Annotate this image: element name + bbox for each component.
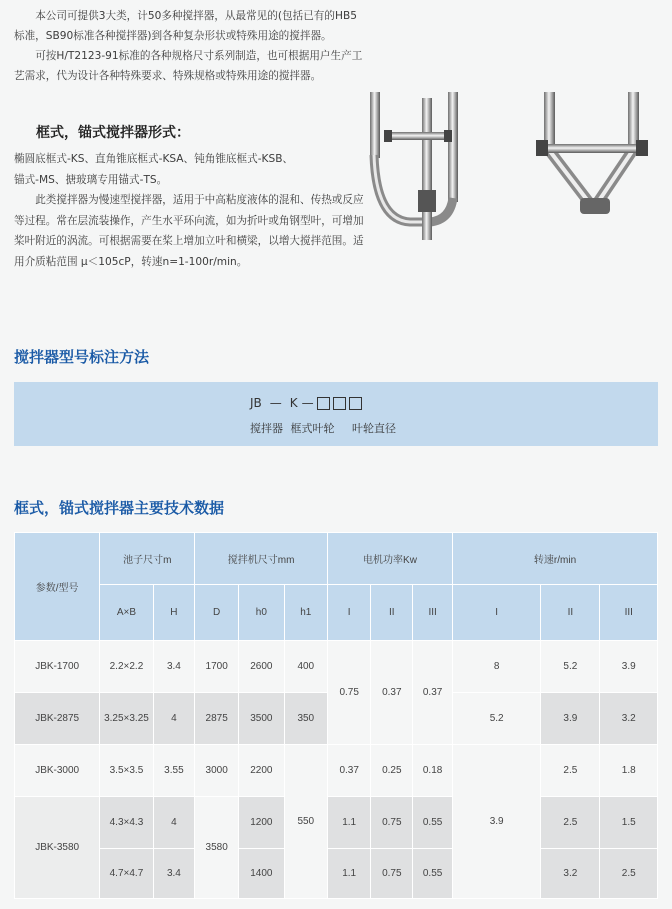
table-cell: 3500 xyxy=(239,693,285,745)
intro-text xyxy=(14,6,366,86)
sub-header: h0 xyxy=(239,585,285,641)
table-cell: 3580 xyxy=(195,797,239,899)
table-cell: 4 xyxy=(153,797,195,849)
table-cell: 2200 xyxy=(239,745,285,797)
table-cell: 5.2 xyxy=(541,641,600,693)
diameter-digit-box xyxy=(333,397,346,410)
table-cell: 4.7×4.7 xyxy=(100,849,153,899)
anchor-agitator-image xyxy=(536,92,648,214)
table-cell: 8 xyxy=(453,641,541,693)
table-cell: 1.1 xyxy=(327,849,371,899)
table-cell: 1700 xyxy=(195,641,239,693)
table-cell: 1.5 xyxy=(600,797,658,849)
sub-header: II xyxy=(541,585,600,641)
table-cell: 2.5 xyxy=(541,797,600,849)
table-cell: 3.2 xyxy=(541,849,600,899)
table-row xyxy=(15,641,658,693)
table-cell: 3.9 xyxy=(541,693,600,745)
table-cell: 2875 xyxy=(195,693,239,745)
table-cell: 0.25 xyxy=(371,745,413,797)
table-cell: 1.8 xyxy=(600,745,658,797)
table-cell: 0.75 xyxy=(371,797,413,849)
table-cell: 3.25×3.25 xyxy=(100,693,153,745)
frame-styles-heading: 框式，锚式搅拌器形式： xyxy=(36,125,190,141)
styles-description: 此类搅拌器为慢速型搅拌器，适用于中高粘度液体的混和、传热或反应等过程。常在层流装操作，产生水平环向流，如为折叶或角钢型叶，可增加桨叶附近的涡流。可根据需要在桨上增加立叶和横梁，以增大搅拌范围。适用介质粘范围 μ＜105cP，转速n=1-100r/min。 xyxy=(14,194,364,268)
sub-header: h1 xyxy=(284,585,327,641)
model-designation-title: 搅拌器型号标注方法 xyxy=(14,348,150,366)
code-k: K xyxy=(289,396,298,410)
sub-header: A×B xyxy=(100,585,153,641)
label-frame-impeller: 框式叶轮 xyxy=(290,422,335,435)
sub-header: I xyxy=(327,585,371,641)
sub-header: D xyxy=(195,585,239,641)
styles-line-2: 锚式-MS、搪玻璃专用锚式-TS。 xyxy=(14,173,168,186)
sub-header: II xyxy=(371,585,413,641)
table-cell: 3000 xyxy=(195,745,239,797)
table-cell: 3.9 xyxy=(600,641,658,693)
model-cell: JBK-1700 xyxy=(15,641,100,693)
pool-size-header: 池子尺寸m xyxy=(100,533,195,585)
table-cell: 1200 xyxy=(239,797,285,849)
table-cell: 0.55 xyxy=(413,849,453,899)
table-cell: 3.9 xyxy=(453,745,541,899)
table-cell: 4 xyxy=(153,693,195,745)
table-cell: 400 xyxy=(284,641,327,693)
model-designation-box xyxy=(14,382,658,446)
label-agitator: 搅拌器 xyxy=(250,422,283,435)
diameter-digit-box xyxy=(349,397,362,410)
sub-header: III xyxy=(600,585,658,641)
table-row xyxy=(15,797,658,849)
agitator-photos xyxy=(366,80,666,240)
sub-header: I xyxy=(453,585,541,641)
table-cell: 3.4 xyxy=(153,849,195,899)
table-cell: 0.37 xyxy=(413,641,453,745)
table-cell: 3.55 xyxy=(153,745,195,797)
table-cell: 0.75 xyxy=(327,641,371,745)
table-cell: 2.2×2.2 xyxy=(100,641,153,693)
table-cell: 1.1 xyxy=(327,797,371,849)
diameter-digit-box xyxy=(317,397,330,410)
tech-data-title: 框式，锚式搅拌器主要技术数据 xyxy=(14,499,225,517)
table-cell: 2.5 xyxy=(541,745,600,797)
styles-line-1: 椭圆底框式-KS、直角锥底框式-KSA、钝角锥底框式-KSB、 xyxy=(14,153,294,165)
code-dash: — xyxy=(269,396,282,410)
label-impeller-diameter: 叶轮直径 xyxy=(352,422,396,435)
sub-header: H xyxy=(153,585,195,641)
agitator-illustration xyxy=(366,80,666,240)
table-cell: 5.2 xyxy=(453,693,541,745)
intro-paragraph-2: 可按H/T2123-91标准的各种规格尺寸系列制造，也可根据用户生产工艺需求，代为设计各种特殊要求、特殊规格或特殊用途的搅拌器。 xyxy=(14,50,363,82)
table-cell: 3.2 xyxy=(600,693,658,745)
table-cell: 0.75 xyxy=(371,849,413,899)
table-cell: 4.3×4.3 xyxy=(100,797,153,849)
table-cell: 0.37 xyxy=(327,745,371,797)
table-cell: 2600 xyxy=(239,641,285,693)
model-code-legend xyxy=(250,420,400,436)
frame-styles-text xyxy=(14,149,366,273)
model-cell: JBK-2875 xyxy=(15,693,100,745)
speed-header: 转速r/min xyxy=(453,533,658,585)
model-cell: JBK-3000 xyxy=(15,745,100,797)
table-cell: 2.5 xyxy=(600,849,658,899)
param-header: 参数/型号 xyxy=(15,533,100,641)
code-jb: JB xyxy=(250,396,262,410)
tech-data-table xyxy=(14,532,658,899)
table-cell: 3.4 xyxy=(153,641,195,693)
intro-paragraph-1: 本公司可提供3大类，计50多种搅拌器，从最常见的(包括已有的HB5标准，SB90标准各种搅拌器)到各种复杂形状或特殊用途的搅拌器。 xyxy=(14,10,357,42)
table-cell: 350 xyxy=(284,693,327,745)
table-cell: 3.5×3.5 xyxy=(100,745,153,797)
table-cell: 550 xyxy=(284,745,327,899)
table-row xyxy=(15,745,658,797)
motor-power-header: 电机功率Kw xyxy=(327,533,452,585)
table-cell: 1400 xyxy=(239,849,285,899)
model-cell: JBK-3580 xyxy=(15,797,100,899)
model-code xyxy=(250,396,362,410)
table-row xyxy=(15,849,658,899)
table-cell: 0.18 xyxy=(413,745,453,797)
frame-agitator-image xyxy=(370,92,458,240)
sub-header: III xyxy=(413,585,453,641)
table-cell: 0.55 xyxy=(413,797,453,849)
agitator-size-header: 搅拌机尺寸mm xyxy=(195,533,328,585)
table-cell: 0.37 xyxy=(371,641,413,745)
code-dash: — xyxy=(301,396,314,410)
